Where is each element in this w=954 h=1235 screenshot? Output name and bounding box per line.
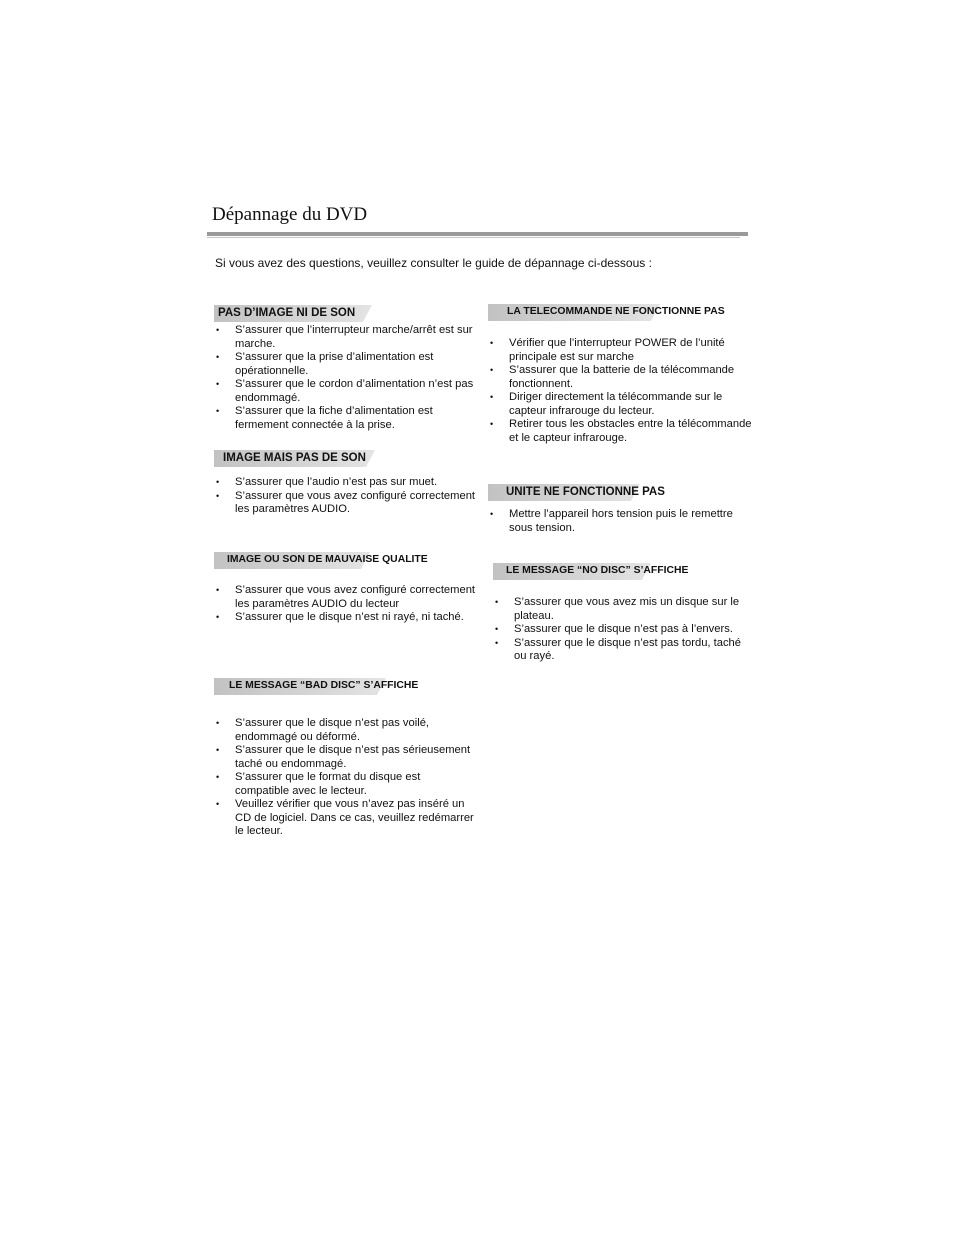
section-title: IMAGE OU SON DE MAUVAISE QUALITE: [227, 554, 428, 565]
section-list: [488, 337, 753, 445]
section-header: [214, 552, 476, 569]
section-remote: [488, 304, 753, 445]
section-title: UNITE NE FONCTIONNE PAS: [506, 486, 665, 498]
list-item: • S’assurer que la batterie de la télécommande fonctionnent.: [488, 364, 753, 391]
page-title: Dépannage du DVD: [212, 204, 368, 225]
list-item: • S’assurer que la prise d’alimentation est opérationnelle.: [214, 351, 476, 378]
section-header: [214, 678, 476, 695]
section-bad-disc: [214, 678, 476, 839]
section-header: [214, 450, 476, 467]
list-item: • S’assurer que le disque n’est pas voilé, endommagé ou déformé.: [214, 717, 476, 744]
section-no-disc: [493, 563, 755, 664]
list-item: • S’assurer que le disque n’est pas à l’envers.: [493, 623, 755, 637]
list-item: • S’assurer que le disque n’est pas tordu, taché ou rayé.: [493, 637, 755, 664]
section-list: [214, 476, 476, 517]
section-title: IMAGE MAIS PAS DE SON: [223, 452, 366, 464]
list-item: • S’assurer que le cordon d’alimentation n’est pas endommagé.: [214, 378, 476, 405]
section-title: PAS D’IMAGE NI DE SON: [218, 307, 356, 319]
section-header: [493, 563, 755, 580]
section-picture-no-sound: [214, 450, 476, 517]
list-item: • S’assurer que le disque n’est pas sérieusement taché ou endommagé.: [214, 744, 476, 771]
list-item: • S’assurer que le disque n’est ni rayé, ni taché.: [214, 611, 476, 625]
list-item: • Diriger directement la télécommande sur le capteur infrarouge du lecteur.: [488, 391, 753, 418]
list-item: • S’assurer que vous avez configuré correctement les paramètres AUDIO du lecteur: [214, 584, 476, 611]
section-unit: [488, 484, 753, 535]
section-list: [214, 324, 476, 432]
section-title: LE MESSAGE “BAD DISC” S’AFFICHE: [229, 680, 419, 691]
title-rule: [207, 232, 748, 236]
intro-text: Si vous avez des questions, veuillez consulter le guide de dépannage ci-dessous :: [215, 256, 652, 270]
section-list: [488, 508, 753, 535]
list-item: • Retirer tous les obstacles entre la télécommande et le capteur infrarouge.: [488, 418, 753, 445]
list-item: • S’assurer que le format du disque est compatible avec le lecteur.: [214, 771, 476, 798]
section-poor-quality: [214, 552, 476, 625]
list-item: • S’assurer que vous avez configuré correctement les paramètres AUDIO.: [214, 490, 476, 517]
section-title: LA TELECOMMANDE NE FONCTIONNE PAS: [507, 306, 725, 317]
section-list: [214, 584, 476, 625]
section-no-picture-no-sound: [214, 305, 476, 432]
section-list: [214, 717, 476, 839]
title-rule-shadow: [207, 237, 740, 238]
list-item: • Vérifier que l’interrupteur POWER de l’unité principale est sur marche: [488, 337, 753, 364]
list-item: • S’assurer que la fiche d’alimentation est fermement connectée à la prise.: [214, 405, 476, 432]
list-item: • S’assurer que l’audio n’est pas sur muet.: [214, 476, 476, 490]
section-header: [488, 304, 753, 321]
list-item: • Mettre l’appareil hors tension puis le remettre sous tension.: [488, 508, 753, 535]
section-header: [214, 305, 476, 322]
list-item: • Veuillez vérifier que vous n’avez pas inséré un CD de logiciel. Dans ce cas, veuillez redémarrer le lecteur.: [214, 798, 476, 839]
section-list: [493, 596, 755, 664]
list-item: • S’assurer que l’interrupteur marche/arrêt est sur marche.: [214, 324, 476, 351]
section-header: [488, 484, 753, 501]
section-title: LE MESSAGE “NO DISC” S’AFFICHE: [506, 565, 689, 576]
list-item: • S’assurer que vous avez mis un disque sur le plateau.: [493, 596, 755, 623]
